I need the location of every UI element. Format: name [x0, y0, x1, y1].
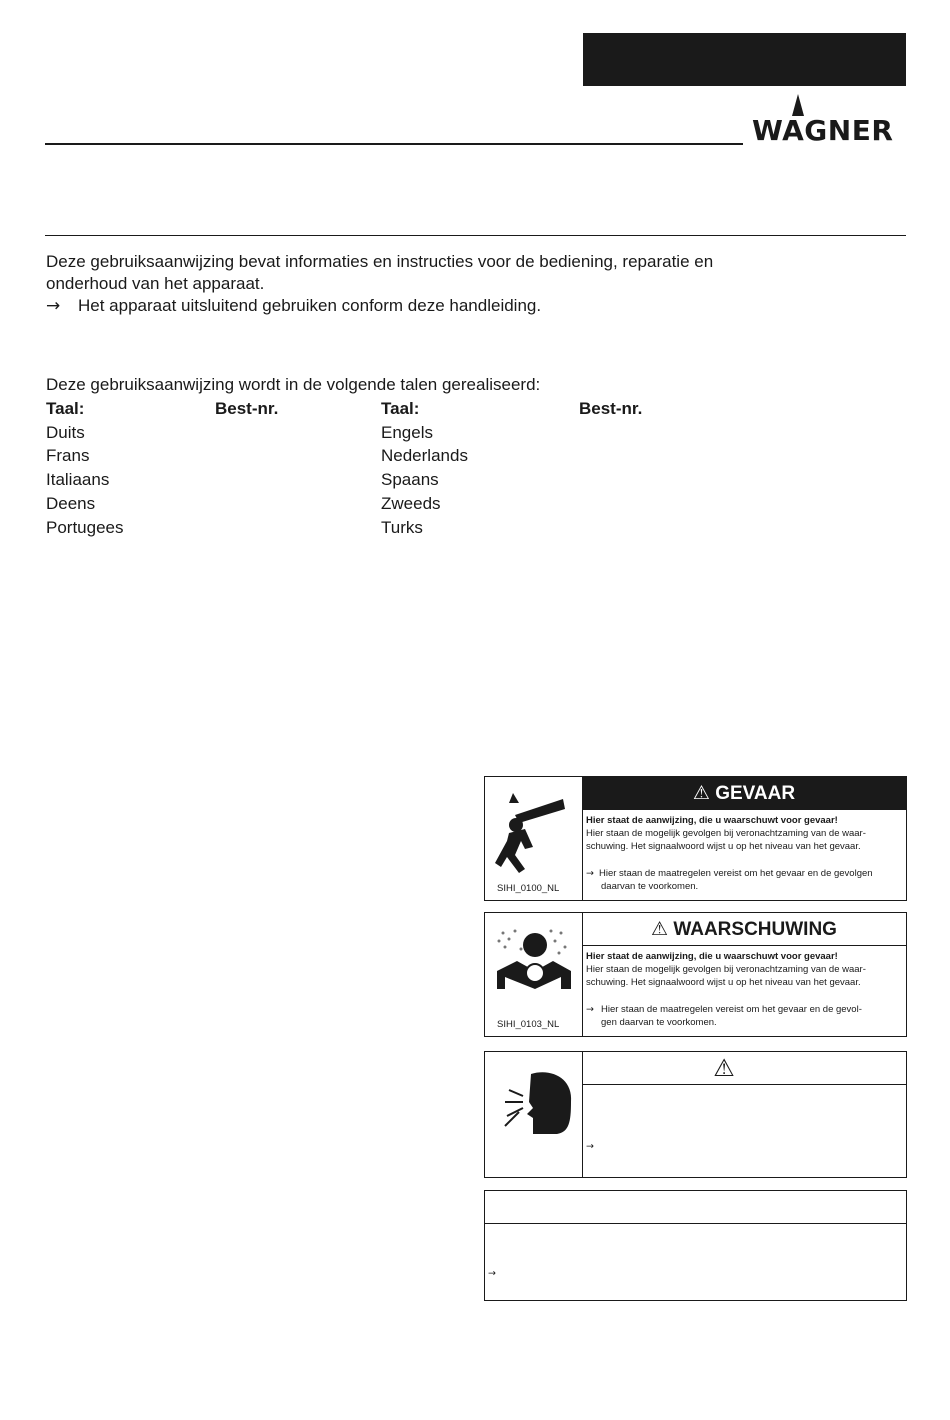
- warning-triangle-icon: ⚠: [713, 1055, 735, 1082]
- notice-line: schuwing. Het signaalwoord wijst u op het niveau van het gevaar.: [586, 841, 861, 852]
- language-item: Turks: [381, 518, 423, 537]
- notice-line: Hier staan de mogelijk gevolgen bij veronachtzaming van de waar-: [586, 828, 866, 839]
- notice-measure: Hier staan de maatregelen vereist om het gevaar en de gevol-: [601, 1004, 862, 1015]
- danger-header: [582, 777, 906, 810]
- language-item: Spaans: [381, 470, 439, 489]
- caution-notice: [484, 1051, 907, 1178]
- header-black-bar: [583, 33, 906, 86]
- danger-title: GEVAAR: [715, 783, 796, 804]
- section-rule: [45, 235, 906, 236]
- electric-shock-icon: [485, 785, 582, 885]
- intro-line-1: Deze gebruiksaanwijzing bevat informaties en instructies voor de bediening, reparatie en: [46, 252, 714, 271]
- notice-line: schuwing. Het signaalwoord wijst u op het niveau van het gevaar.: [586, 977, 861, 988]
- toxic-fumes-icon: [485, 919, 582, 1019]
- warning-triangle-icon: ⚠: [692, 783, 710, 804]
- language-item: Italiaans: [46, 470, 110, 489]
- warning-header: [582, 913, 906, 946]
- danger-notice: [484, 776, 907, 901]
- col-taal-left: Taal:: [46, 399, 85, 418]
- notice-code: SIHI_0103_NL: [497, 1019, 560, 1030]
- note-notice: [484, 1190, 907, 1301]
- arrow-icon: →: [586, 1004, 594, 1015]
- notice-measure: daarvan te voorkomen.: [601, 881, 699, 892]
- intro-bullet: Het apparaat uitsluitend gebruiken conform deze handleiding.: [78, 296, 542, 315]
- note-divider: [485, 1223, 906, 1224]
- arrow-icon: →: [46, 296, 61, 316]
- danger-icon-cell: [485, 777, 583, 900]
- warning-triangle-icon: ⚠: [651, 919, 669, 940]
- languages-heading: Deze gebruiksaanwijzing wordt in de volgende talen gerealiseerd:: [46, 375, 541, 394]
- language-item: Deens: [46, 494, 96, 513]
- language-item: Frans: [46, 446, 90, 465]
- danger-title-row: [582, 782, 906, 805]
- col-best-right: Best-nr.: [579, 399, 643, 418]
- language-item: Duits: [46, 423, 85, 442]
- col-best-left: Best-nr.: [215, 399, 279, 418]
- arrow-icon: →: [488, 1268, 496, 1279]
- warning-notice: [484, 912, 907, 1037]
- caution-header: [582, 1052, 906, 1085]
- language-item: Engels: [381, 423, 433, 442]
- notice-measure: gen daarvan te voorkomen.: [601, 1017, 717, 1028]
- logo-spike: [792, 94, 804, 116]
- warning-icon-cell: [485, 913, 583, 1036]
- wagner-logo: [752, 94, 908, 146]
- language-item: Zweeds: [381, 494, 441, 513]
- logo-text: WAGNER: [752, 114, 894, 147]
- title-rule: [45, 143, 743, 145]
- notice-code: SIHI_0100_NL: [497, 883, 560, 894]
- notice-line: Hier staan de mogelijk gevolgen bij veronachtzaming van de waar-: [586, 964, 866, 975]
- warning-title: WAARSCHUWING: [673, 919, 837, 940]
- intro-line-2: onderhoud van het apparaat.: [46, 274, 265, 293]
- notice-measure: Hier staan de maatregelen vereist om het gevaar en de gevolgen: [599, 868, 873, 879]
- col-taal-right: Taal:: [381, 399, 420, 418]
- arrow-icon: →: [586, 868, 594, 879]
- arrow-icon: →: [586, 1141, 594, 1152]
- notice-bold-line: Hier staat de aanwijzing, die u waarschuwt voor gevaar!: [586, 815, 838, 826]
- language-item: Nederlands: [381, 446, 468, 465]
- language-item: Portugees: [46, 518, 124, 537]
- notice-bold-line: Hier staat de aanwijzing, die u waarschuwt voor gevaar!: [586, 951, 838, 962]
- warning-title-row: [582, 918, 906, 941]
